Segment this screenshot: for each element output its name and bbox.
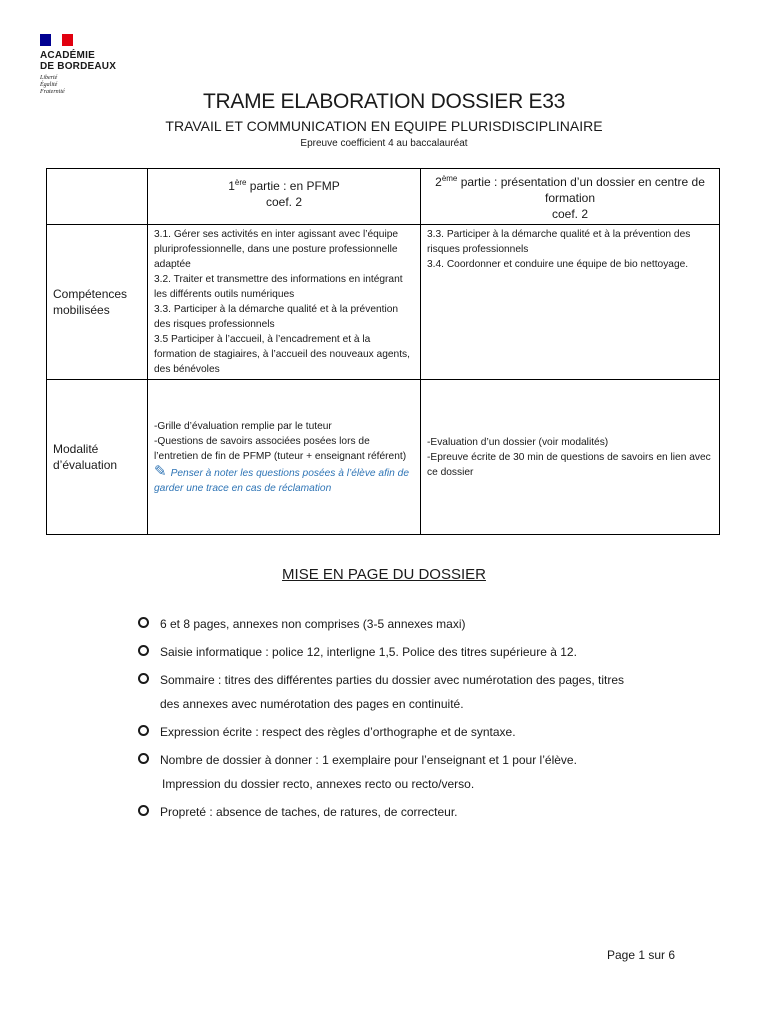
circle-bullet-icon [138, 673, 149, 684]
reminder-note: ✎ Penser à noter les questions posées à l’élève afin de garder une trace en cas de réclamation [154, 462, 410, 494]
circle-bullet-icon [138, 805, 149, 816]
evaluation-table [46, 168, 720, 535]
circle-bullet-icon [138, 753, 149, 764]
circle-bullet-icon [138, 725, 149, 736]
page-title: TRAME ELABORATION DOSSIER E33 [203, 90, 565, 113]
circle-bullet-icon [138, 645, 149, 656]
header-part1: 1ère partie : en PFMP coef. 2 [148, 169, 421, 225]
list-item: Saisie informatique : police 12, interligne 1,5. Police des titres supérieure à 12. [136, 640, 736, 664]
table-row [47, 380, 720, 535]
competences-part2: 3.3. Participer à la démarche qualité et à la prévention des risques professionnels 3.4. Coordonner et conduire une équipe de bio nettoyage. [421, 225, 720, 380]
row-label-competences: Compétences mobilisées [47, 225, 148, 380]
table-row [47, 225, 720, 380]
modalite-part1: -Grille d’évaluation remplie par le tuteur -Questions de savoirs associées posées lors de l’entretien de fin de PFMP (tuteur + enseignant référent) ✎ Penser à noter les questions posées à l’élève afin de garder une trace en cas de réclamation [148, 380, 421, 535]
header-part2: 2ème partie : présentation d’un dossier en centre de formation coef. 2 [421, 169, 720, 225]
circle-bullet-icon [138, 617, 149, 628]
republic-motto: Liberté Égalité Fraternité [40, 75, 65, 95]
table-header-row [47, 169, 720, 225]
modalite-part2: -Evaluation d’un dossier (voir modalités) -Epreuve écrite de 30 min de questions de savoirs en lien avec ce dossier [421, 380, 720, 535]
empty-header-cell [47, 169, 148, 225]
academie-logo [40, 34, 116, 96]
list-item: 6 et 8 pages, annexes non comprises (3-5 annexes maxi) [136, 612, 736, 636]
list-item: Nombre de dossier à donner : 1 exemplaire pour l’enseignant et 1 pour l’élève. Impression du dossier recto, annexes recto ou recto/verso. [136, 748, 736, 796]
page-subtitle: TRAVAIL ET COMMUNICATION EN EQUIPE PLURISDISCIPLINAIRE [165, 118, 603, 134]
academie-name: ACADÉMIE DE BORDEAUX [40, 50, 117, 72]
list-item: Sommaire : titres des différentes parties du dossier avec numérotation des pages, titres des annexes avec numérotation des pages en continuité. [136, 668, 736, 716]
competences-part1: 3.1. Gérer ses activités en inter agissant avec l’équipe pluriprofessionnelle, dans une posture professionnelle adaptée 3.2. Traiter et transmettre des informations en intégrant les différents outils numériques 3.3. Participer à la démarche qualité et à la prévention des risques professionnels 3.5 Participer à l’accueil, à l’encadrement et à la formation de stagiaires, à l’accueil des nouveaux agents, des bénévoles [148, 225, 421, 380]
section-title: MISE EN PAGE DU DOSSIER [282, 566, 486, 583]
page-number: Page 1 sur 6 [607, 948, 676, 962]
row-label-modalite: Modalité d’évaluation [47, 380, 148, 535]
french-flag-icon [40, 34, 73, 46]
list-item: Propreté : absence de taches, de ratures, de correcteur. [136, 800, 736, 824]
epreuve-coefficient: Epreuve coefficient 4 au baccalauréat [300, 138, 468, 149]
layout-rules-list [136, 612, 736, 824]
pen-icon: ✎ [154, 462, 167, 480]
list-item: Expression écrite : respect des règles d’orthographe et de syntaxe. [136, 720, 736, 744]
